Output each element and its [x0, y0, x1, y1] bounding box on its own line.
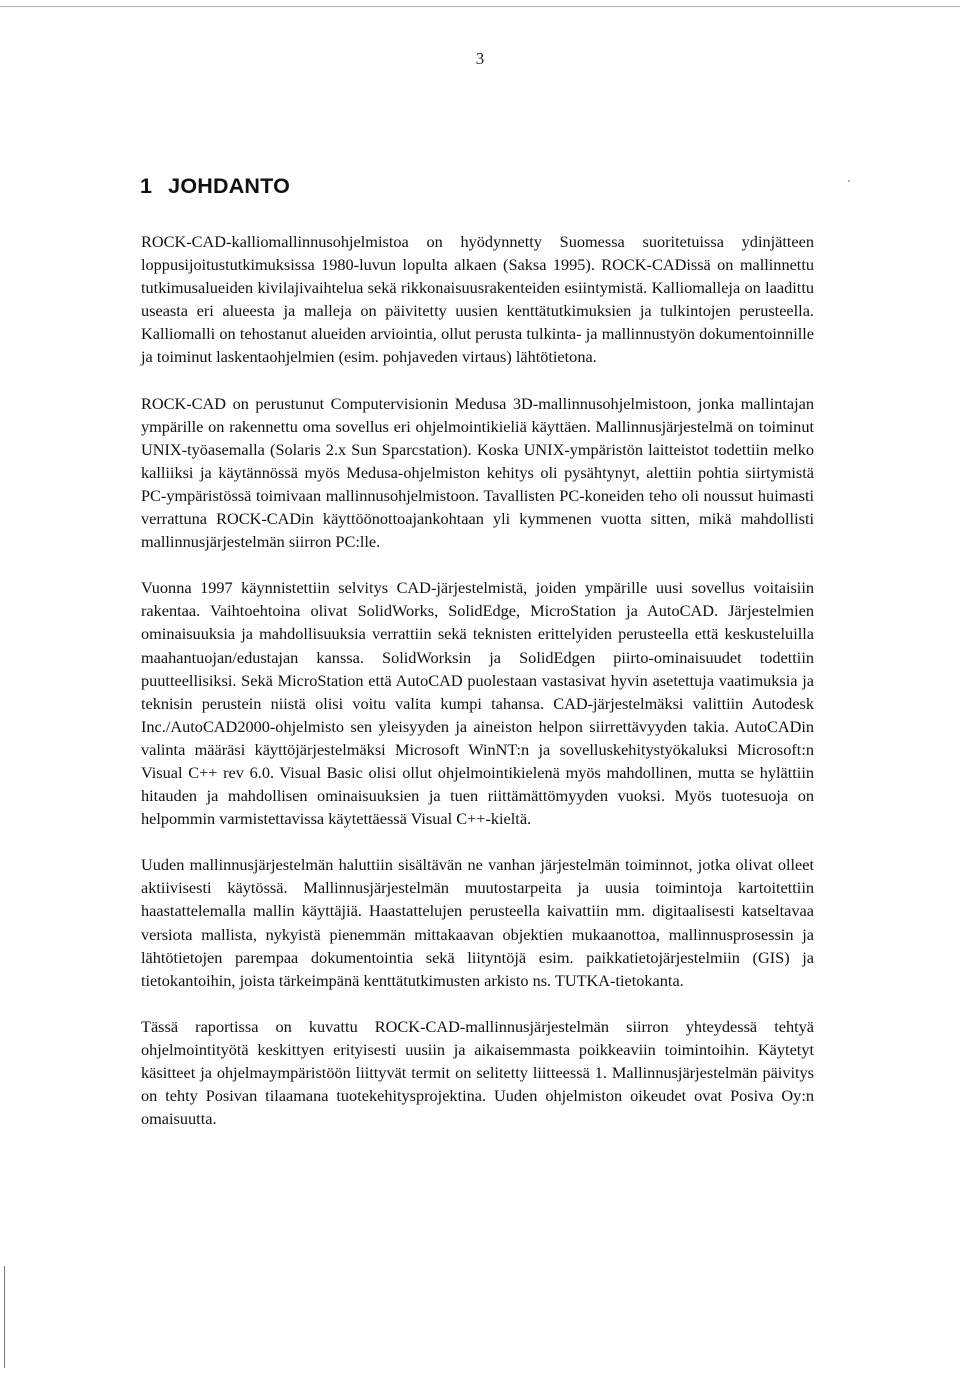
page-number: 3: [475, 49, 485, 68]
scan-margin-line: [4, 1266, 5, 1368]
section-title: JOHDANTO: [168, 174, 291, 198]
paragraph-5: Tässä raportissa on kuvattu ROCK-CAD-mallinnusjärjestelmän siirron yhteydessä tehtyä ohjelmointityötä keskittyen erityisesti uusiin ja aikaisemmasta poikkeaviin toimintoihin. Käytetyt käsitteet ja ohjelmaympäristöön liittyvät termit on selitetty liitteessä 1. Mallinnusjärjestelmän päivitys on tehty Posivan tilaamana tuotekehitysprojektina. Uuden ohjelmiston oikeudet ovat Posiva Oy:n omaisuutta.: [141, 1016, 814, 1129]
scan-top-rule: [0, 6, 960, 7]
scan-speck: [848, 180, 850, 182]
paragraph-1: ROCK-CAD-kalliomallinnusohjelmistoa on hyödynnetty Suomessa suoritetuissa ydinjätteen loppusijoitustutkimuksissa 1980-luvun lopulta alkaen (Saksa 1995). ROCK-CADissä on mallinnettu tutkimusalueiden kivilajivaihtelua sekä rikkonaisuusrakenteiden esiintymistä. Kalliomalleja on laadittu useasta eri alueesta ja malleja on päivitetty uusien kenttätutkimuksien ja tulkintojen perusteella. Kalliomalli on tehostanut alueiden arviointia, ollut perusta tulkinta- ja mallinnustyön dokumentoinnille ja toiminut laskentaohjelmien (esim. pohjaveden virtaus) lähtötietona.: [141, 232, 814, 367]
section-number: 1: [140, 174, 153, 198]
section-heading: [140, 174, 290, 199]
paragraph-3: Vuonna 1997 käynnistettiin selvitys CAD-järjestelmistä, joiden ympärille uusi sovellus voitaisiin rakentaa. Vaihtoehtoina olivat SolidWorks, SolidEdge, MicroStation ja AutoCAD. Järjestelmien ominaisuuksia ja mahdollisuuksia verrattiin sekä teknisten erittelyiden perusteella että keskusteluilla maahantuojan/edustajan kanssa. SolidWorksin ja SolidEdgen piirto-ominaisuudet todettiin puutteellisiksi. Sekä MicroStation että AutoCAD puolestaan vastasivat hyvin asetettuja vaatimuksia ja teknisin perustein niistä olisi voitu valita kumpi tahansa. CAD-järjestelmäksi valittiin Autodesk Inc./AutoCAD2000-ohjelmisto sen yleisyyden ja aineiston helpon siirrettävyyden takia. AutoCADin valinta määräsi käyttöjärjestelmäksi Microsoft WinNT:n ja sovelluskehitystyökaluksi Microsoft:n Visual C++ rev 6.0. Visual Basic olisi ollut ohjelmointikielenä myös mahdollinen, mutta se hylättiin hitauden ja mahdollisen ominaisuuksien ja tuen riittämättömyyden vuoksi. Myös tuotesuoja on helpommin varmistettavissa käytettäessä Visual C++-kieltä.: [141, 578, 814, 829]
body-text: [141, 230, 814, 1153]
paragraph-2: ROCK-CAD on perustunut Computervisionin Medusa 3D-mallinnusohjelmistoon, jonka mallintajan ympärille on rakennettu oma sovellus eri ohjelmointikieliä käyttäen. Mallinnusjärjestelmä on toiminut UNIX-työasemalla (Solaris 2.x Sun Sparcstation). Koska UNIX-ympäristön laitteistot todettiin melko kalliiksi ja käytännössä myös Medusa-ohjelmiston kehitys oli pysähtynyt, alettiin pohtia siirtymistä PC-ympäristössä toimivaan mallinnusohjelmistoon. Tavallisten PC-koneiden teho oli noussut huimasti verrattuna ROCK-CADin käyttöönottoajankohtaan yli kymmenen vuotta sitten, mikä mahdollisti mallinnusjärjestelmän siirron PC:lle.: [141, 393, 814, 552]
paragraph-4: Uuden mallinnusjärjestelmän haluttiin sisältävän ne vanhan järjestelmän toiminnot, jotka olivat olleet aktiivisesti käytössä. Mallinnusjärjestelmän muutostarpeita ja uusia toimintoja kartoitettiin haastattelemalla mallin käyttäjiä. Haastattelujen perusteella kaivattiin mm. digitaalisesti katseltavaa versiota mallista, nykyistä pienemmän mittakaavan objektien mukaanottoa, mallinnusprosessin ja lähtötietojen parempaa dokumentointia sekä liityntöjä esim. paikkatietojärjestelmiin (GIS) ja tietokantoihin, joista tärkeimpänä kenttätutkimusten arkisto ns. TUTKA-tietokanta.: [141, 855, 814, 990]
